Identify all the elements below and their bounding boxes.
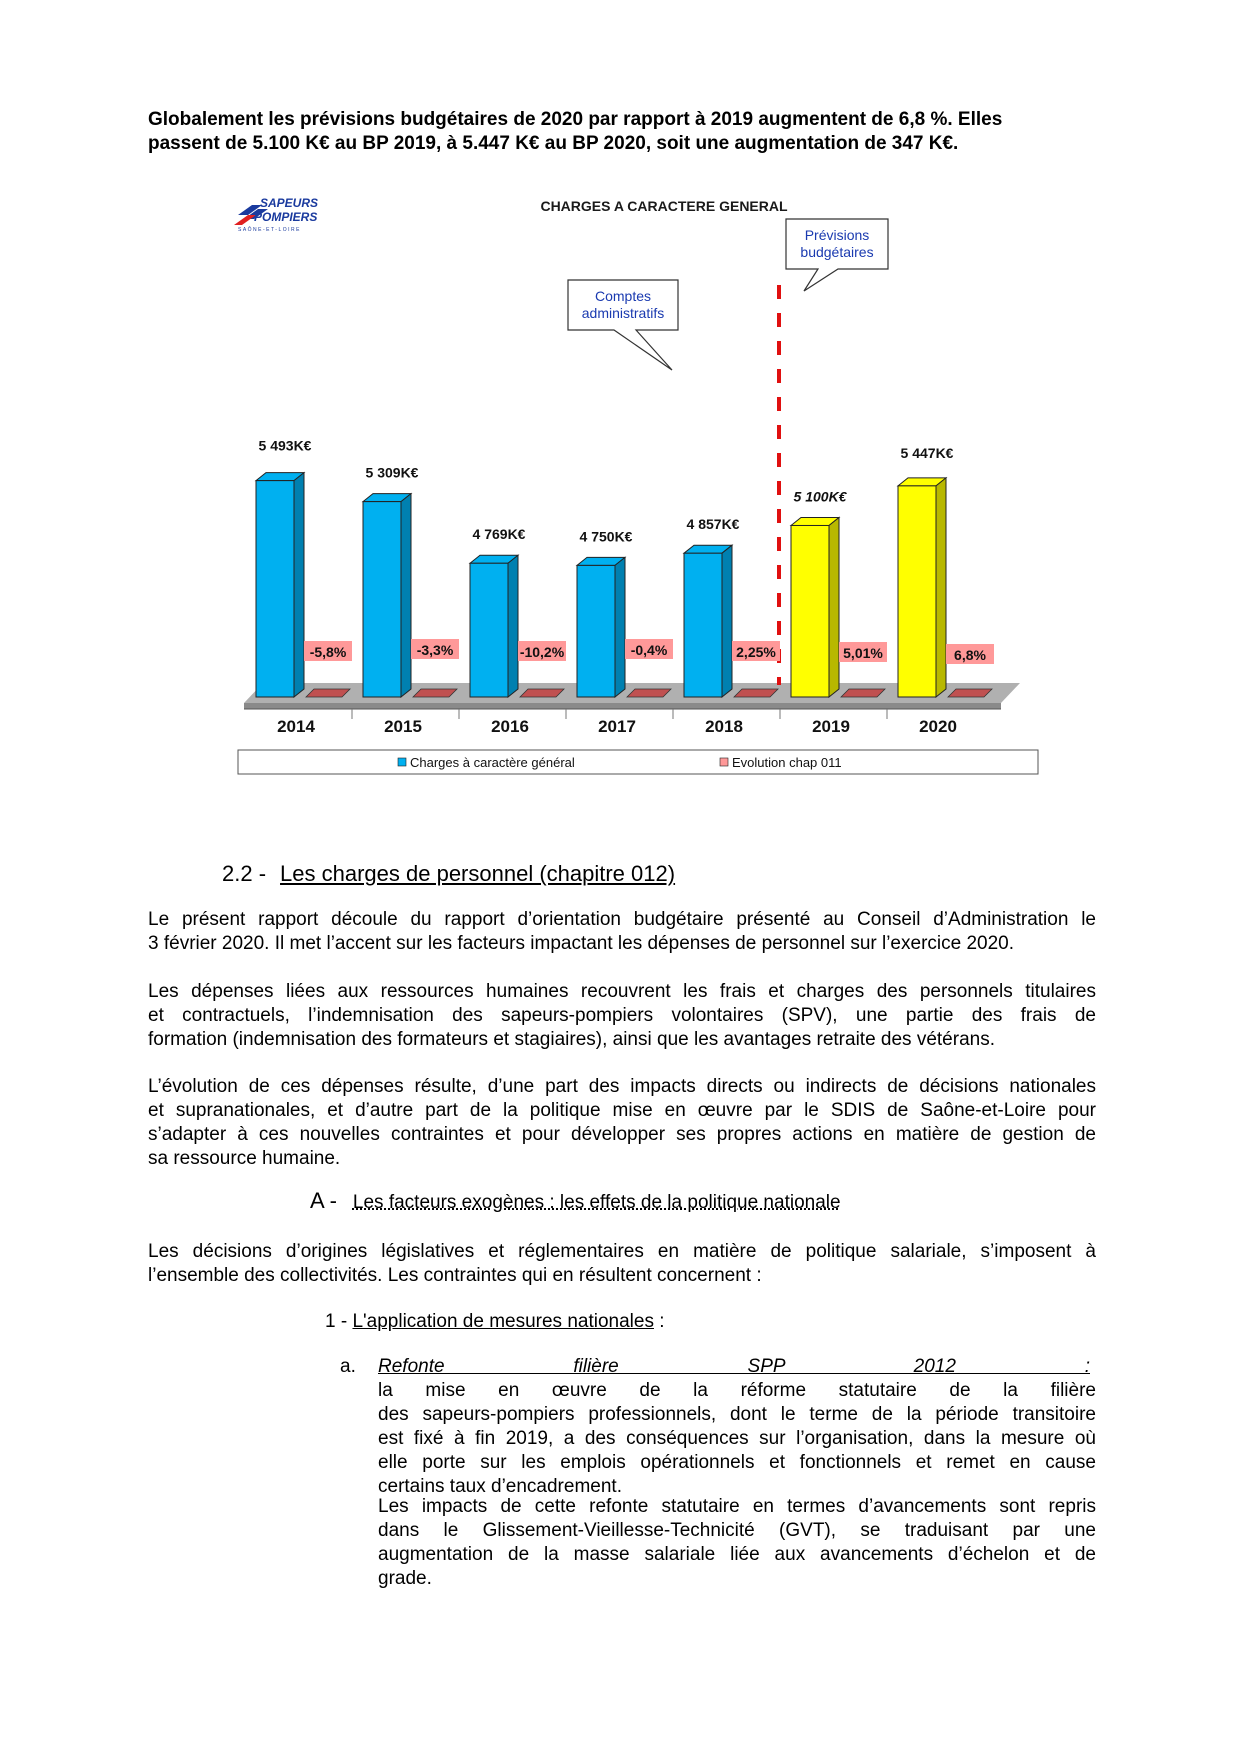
sublist-letter: a. bbox=[340, 1356, 356, 1377]
subsection-title: Les facteurs exogènes : les effets de la politique nationale bbox=[352, 1192, 841, 1213]
chart-title: CHARGES A CARACTERE GENERAL bbox=[540, 198, 788, 214]
list-item-suffix: : bbox=[653, 1311, 665, 1332]
legend-label: Evolution chap 011 bbox=[732, 755, 842, 770]
sublist-line: grade. bbox=[378, 1568, 432, 1589]
intro-line: passent de 5.100 K€ au BP 2019, à 5.447 K€ au BP 2020, soit une augmentation de 347 K€. bbox=[148, 133, 959, 154]
evolution-label: -3,3% bbox=[416, 642, 454, 658]
bar-value-label: 5 309K€ bbox=[365, 464, 419, 481]
sublist-line: elle porte sur les emplois opérationnels et fonctionnels et remet en cause bbox=[378, 1452, 1096, 1473]
list-item-title: L'application de mesures nationales bbox=[352, 1311, 654, 1332]
evolution-bar bbox=[306, 689, 350, 697]
bar bbox=[363, 502, 401, 697]
legend-box bbox=[238, 750, 1038, 774]
evolution-label: -0,4% bbox=[630, 642, 668, 658]
subsection-letter: A - bbox=[310, 1188, 337, 1213]
paragraph bbox=[148, 908, 1096, 956]
sublist-line: est fixé à fin 2019, a des conséquences sur l’organisation, dans la mesure où bbox=[378, 1428, 1096, 1449]
charges-chart bbox=[230, 185, 1050, 780]
sublist-line: augmentation de la masse salariale liée aux avancements d’échelon et de bbox=[378, 1544, 1096, 1565]
paragraph-line: s’adapter à ces nouvelles contraintes et pour développer ses propres actions en matière de gestion de bbox=[148, 1124, 1096, 1145]
evolution-label: -10,2% bbox=[519, 644, 565, 660]
callout-realised-line: Comptes bbox=[594, 288, 652, 304]
evolution-label: 6,8% bbox=[954, 647, 986, 663]
bar bbox=[791, 525, 829, 697]
evolution-bar bbox=[734, 689, 778, 697]
callout-forecast-line: Prévisions bbox=[804, 227, 870, 243]
bar-side bbox=[722, 545, 732, 697]
bar-side bbox=[508, 555, 518, 697]
bar-value-label: 5 493K€ bbox=[258, 437, 312, 454]
x-tick-label: 2020 bbox=[919, 717, 957, 736]
bar-side bbox=[829, 517, 839, 697]
sublist-item-a-continued bbox=[378, 1495, 1096, 1591]
paragraph bbox=[148, 1240, 1096, 1288]
legend-label: Charges à caractère général bbox=[410, 755, 575, 770]
section-heading bbox=[222, 860, 675, 888]
evolution-bar bbox=[627, 689, 671, 697]
evolution-label: 2,25% bbox=[736, 644, 776, 660]
bar bbox=[577, 565, 615, 697]
chart-svg bbox=[230, 185, 1050, 780]
bar-value-label: 4 857K€ bbox=[686, 516, 740, 533]
x-tick-label: 2017 bbox=[598, 717, 636, 736]
paragraph-line: l’ensemble des collectivités. Les contraintes qui en résultent concernent : bbox=[148, 1265, 762, 1286]
callout-realised-line: administratifs bbox=[581, 305, 665, 321]
bar-value-label: 5 447K€ bbox=[900, 444, 954, 461]
bar-side bbox=[294, 473, 304, 697]
sublist-line bbox=[378, 1355, 1096, 1403]
evolution-label: 5,01% bbox=[843, 645, 883, 661]
paragraph bbox=[148, 1075, 1096, 1171]
list-item-number: 1 - bbox=[325, 1311, 348, 1332]
sublist-line: des sapeurs-pompiers professionnels, dont le terme de la période transitoire bbox=[378, 1404, 1096, 1425]
evolution-bar bbox=[520, 689, 564, 697]
paragraph-line: sa ressource humaine. bbox=[148, 1148, 341, 1169]
bar-value-label: 4 769K€ bbox=[472, 526, 526, 543]
section-title: Les charges de personnel (chapitre 012) bbox=[280, 861, 676, 886]
bar bbox=[898, 486, 936, 697]
x-tick-label: 2018 bbox=[705, 717, 743, 736]
list-item-1 bbox=[325, 1310, 665, 1334]
evolution-bar bbox=[841, 689, 885, 697]
bar-side bbox=[615, 557, 625, 697]
logo-flame-icon bbox=[234, 215, 256, 225]
sublist-line-text: la mise en œuvre de la réforme statutaire de la filière bbox=[378, 1380, 1096, 1401]
bar-side bbox=[936, 478, 946, 697]
callout-forecast-line: budgétaires bbox=[800, 244, 874, 260]
x-tick-label: 2019 bbox=[812, 717, 850, 736]
evolution-bar bbox=[413, 689, 457, 697]
logo-subtext: SAÔNE-ET-LOIRE bbox=[238, 227, 301, 233]
paragraph-line: et contractuels, l’indemnisation des sapeurs-pompiers volontaires (SPV), une partie des frais de bbox=[148, 1005, 1096, 1026]
sublist-line: Les impacts de cette refonte statutaire en termes d’avancements sont repris bbox=[378, 1496, 1096, 1517]
x-tick-label: 2015 bbox=[384, 717, 422, 736]
sublist-line: dans le Glissement-Vieillesse-Technicité (GVT), se traduisant par une bbox=[378, 1520, 1096, 1541]
paragraph-line: L’évolution de ces dépenses résulte, d’une part des impacts directs ou indirects de décisions nationales bbox=[148, 1076, 1096, 1097]
intro-paragraph bbox=[148, 108, 1096, 156]
bar-value-label: 5 100K€ bbox=[793, 488, 847, 505]
paragraph-line: Les dépenses liées aux ressources humaines recouvrent les frais et charges des personnels titulaires bbox=[148, 981, 1096, 1002]
logo-text-line: SAPEURS bbox=[260, 196, 319, 210]
paragraph bbox=[148, 980, 1096, 1052]
paragraph-line: 3 février 2020. Il met l’accent sur les facteurs impactant les dépenses de personnel sur l’exercice 2020. bbox=[148, 933, 1015, 954]
x-tick-label: 2016 bbox=[491, 717, 529, 736]
bar bbox=[256, 481, 294, 697]
bar bbox=[684, 553, 722, 697]
sublist-term: Refonte filière SPP 2012 : bbox=[378, 1356, 1090, 1377]
bar-value-label: 4 750K€ bbox=[579, 528, 633, 545]
legend-swatch bbox=[720, 758, 728, 766]
legend-swatch bbox=[398, 758, 406, 766]
paragraph-line: Le présent rapport découle du rapport d’orientation budgétaire présenté au Conseil d’Administration le bbox=[148, 909, 1096, 930]
paragraph-line: formation (indemnisation des formateurs et stagiaires), ainsi que les avantages retraite des vétérans. bbox=[148, 1029, 995, 1050]
evolution-bar bbox=[948, 689, 992, 697]
intro-line: Globalement les prévisions budgétaires de 2020 par rapport à 2019 augmentent de 6,8 %. Elles bbox=[148, 109, 1003, 130]
evolution-label: -5,8% bbox=[309, 644, 347, 660]
bar bbox=[470, 563, 508, 697]
sublist-item-a bbox=[378, 1355, 1096, 1499]
section-number: 2.2 - bbox=[222, 861, 267, 886]
logo-text-line: POMPIERS bbox=[254, 210, 318, 224]
sublist-line: certains taux d’encadrement. bbox=[378, 1476, 622, 1497]
chart-floor-edge bbox=[244, 703, 1001, 709]
bar-side bbox=[401, 494, 411, 697]
x-tick-label: 2014 bbox=[277, 717, 315, 736]
paragraph-line: Les décisions d’origines législatives et réglementaires en matière de politique salariale, s’imposent à bbox=[148, 1241, 1096, 1262]
subsection-heading bbox=[310, 1188, 841, 1216]
paragraph-line: et supranationales, et d’autre part de la politique mise en œuvre par le SDIS de Saône-et-Loire pour bbox=[148, 1100, 1096, 1121]
